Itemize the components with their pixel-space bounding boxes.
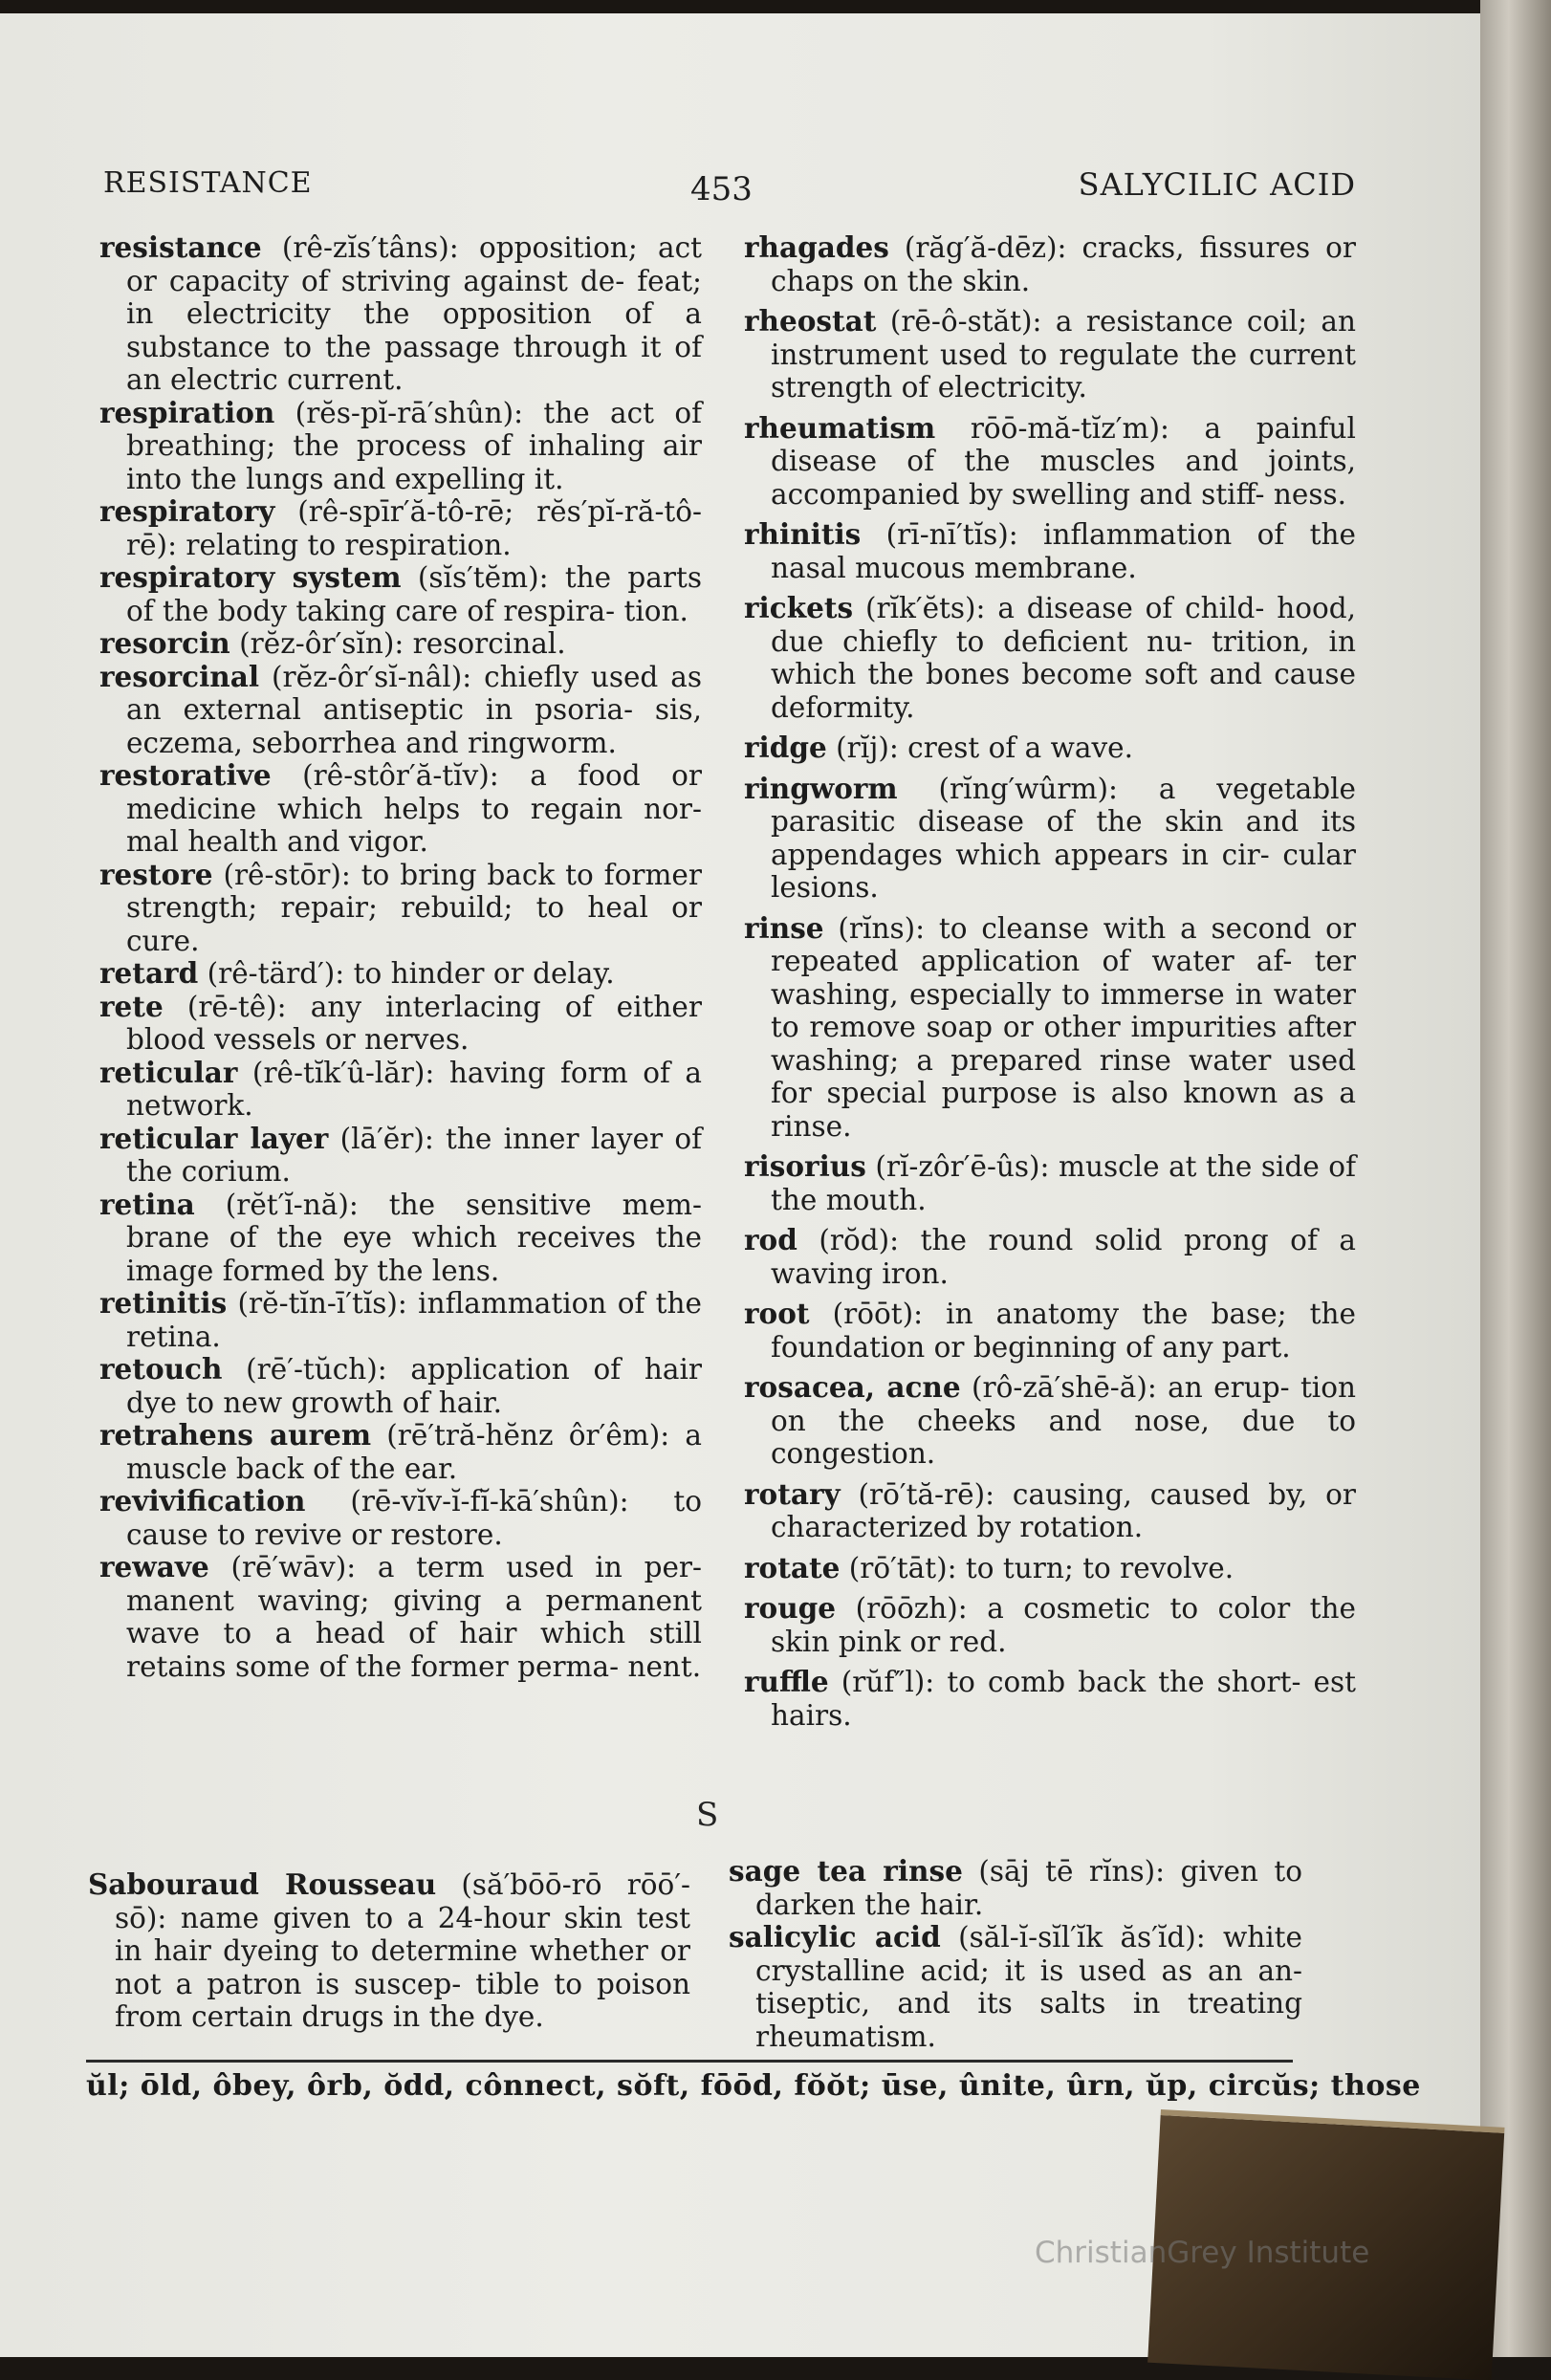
entry-definition: (rō′tă-rē): causing, caused by, or characterized by rotation. [771, 1477, 1356, 1543]
dictionary-entry [99, 759, 702, 859]
entry-definition: (rê-stôr′ă-tĭv): a food or medicine which helps to regain nor- mal health and vigor. [126, 759, 702, 858]
dictionary-entry [99, 1057, 702, 1123]
entry-definition: (rê-tärd′): to hinder or delay. [198, 957, 615, 990]
dictionary-entry [744, 412, 1356, 512]
s-left-column [88, 1868, 690, 2034]
entry-definition: (rĭng′wûrm): a vegetable parasitic disease of the skin and its appendages which appears in cir- cular lesions. [771, 772, 1356, 904]
entry-definition: (rē-tê): any interlacing of either blood vessels or nerves. [126, 990, 702, 1056]
entry-headword: retinitis [99, 1286, 228, 1320]
running-head-right: SALYCILIC ACID [1078, 166, 1356, 203]
entry-definition: (rē-vĭv-ĭ-fĭ-kā′shûn): to cause to revive or restore. [126, 1485, 702, 1551]
entry-headword: risorius [744, 1149, 866, 1183]
dictionary-entry [744, 1371, 1356, 1471]
dictionary-entry [99, 561, 702, 627]
dictionary-entry [744, 231, 1356, 297]
dictionary-page [0, 13, 1499, 2357]
entry-headword: rouge [744, 1591, 837, 1625]
entry-headword: rotary [744, 1476, 841, 1511]
entry-headword: rod [744, 1223, 797, 1256]
entry-definition: (rī-nī′tĭs): inflammation of the nasal mucous membrane. [771, 518, 1356, 584]
entry-headword: ruffle [744, 1665, 829, 1698]
entry-definition: (rĕz-ôr′sĭ-nâl): chiefly used as an external antiseptic in psoria- sis, eczema, seborrhea and ringworm. [126, 660, 702, 759]
entry-headword: rickets [744, 591, 854, 624]
dictionary-entry [99, 991, 702, 1057]
dictionary-entry [99, 957, 702, 991]
dictionary-entry [744, 912, 1356, 1144]
dictionary-entry [99, 1189, 702, 1288]
dictionary-entry [744, 731, 1356, 765]
entry-headword: retina [99, 1187, 195, 1221]
entry-headword: ridge [744, 731, 827, 764]
dictionary-entry [744, 305, 1356, 404]
entry-definition: (rô-zā′shē-ă): an erup- tion on the cheeks and nose, due to congestion. [771, 1371, 1357, 1470]
entry-headword: rete [99, 989, 164, 1023]
dictionary-entry [99, 1419, 702, 1485]
entry-headword: root [744, 1297, 810, 1330]
dictionary-entry [744, 1224, 1356, 1290]
dictionary-entry [744, 1552, 1356, 1585]
entry-definition: (lā′ĕr): the inner layer of the corium. [126, 1122, 702, 1188]
footer-rule [86, 2060, 1293, 2063]
entry-definition: (rê-stōr): to bring back to former strength; repair; rebuild; to heal or cure. [126, 858, 702, 957]
entry-definition: (rē-ô-stăt): a resistance coil; an instrument used to regulate the current strength of electricity. [771, 305, 1356, 404]
page-number: 453 [690, 170, 753, 208]
entry-headword: retard [99, 956, 199, 990]
entry-headword: revivification [99, 1484, 306, 1518]
dictionary-entry [729, 1855, 1302, 1921]
entry-headword: rheumatism [744, 410, 936, 445]
entry-definition: (rō′tāt): to turn; to revolve. [840, 1551, 1234, 1584]
dictionary-entry [99, 1123, 702, 1189]
dictionary-entry [88, 1868, 690, 2034]
dictionary-entry [744, 773, 1356, 905]
entry-definition: (sĭs′tĕm): the parts of the body taking care of respira- tion. [126, 561, 702, 627]
entry-definition: (rê-tĭk′û-lăr): having form of a network. [126, 1056, 702, 1122]
watermark: ChristianGrey Institute [1035, 2236, 1370, 2270]
entry-headword: rewave [99, 1550, 209, 1583]
entry-headword: rheostat [744, 304, 877, 338]
dictionary-entry [99, 1485, 702, 1551]
entry-definition: (rōōt): in anatomy the base; the foundation or beginning of any part. [771, 1298, 1356, 1364]
entry-definition: (rĭk′ĕts): a disease of child- hood, due chiefly to deficient nu- trition, in which the bones become soft and cause deformity. [771, 592, 1356, 724]
entry-definition: (rĭj): crest of a wave. [826, 731, 1133, 764]
entry-headword: reticular [99, 1055, 238, 1089]
dictionary-entry [744, 1478, 1356, 1544]
dictionary-entry [99, 397, 702, 496]
entry-definition: (rĕt′ĭ-nă): the sensitive mem- brane of the eye which receives the image formed by the lens. [126, 1188, 702, 1287]
dictionary-entry [99, 859, 702, 958]
entry-definition: (rŏd): the round solid prong of a waving iron. [771, 1224, 1356, 1290]
entry-definition: rōō-mă-tĭz′m): a painful disease of the muscles and joints, accompanied by swelling and stiff- ness. [771, 411, 1356, 511]
dictionary-entry [99, 1287, 702, 1353]
entry-definition: (rê-zĭs′tâns): opposition; act or capacity of striving against de- feat; in electricity the opposition of a substance to the passage through it of an electric current. [126, 231, 702, 396]
entry-headword: resistance [99, 230, 262, 264]
entry-headword: ringworm [744, 771, 898, 805]
entry-definition: (rē′wāv): a term used in per- manent waving; giving a permanent wave to a head of hair which still retains some of the former perma- nent. [126, 1551, 702, 1683]
entry-headword: salicylic acid [729, 1920, 941, 1954]
entry-definition: (rê-spīr′ă-tô-rē; rĕs′pĭ-ră-tô-rē): relating to respiration. [126, 495, 702, 561]
entry-definition: (să′bōō-rō rōō′-sō): name given to a 24-hour skin test in hair dyeing to determine whether or not a patron is suscep- tible to poison from certain drugs in the dye. [115, 1868, 690, 2033]
entry-definition: (rē′-tŭch): application of hair dye to new growth of hair. [126, 1353, 702, 1419]
entry-headword: rhagades [744, 230, 889, 264]
entry-definition: (rē′tră-hĕnz ôr′êm): a muscle back of the ear. [126, 1419, 702, 1485]
entry-headword: rinse [744, 910, 824, 945]
dictionary-entry [744, 592, 1356, 724]
pronunciation-key: ŭl; ōld, ôbey, ôrb, ŏdd, cônnect, sŏft, fōōd, fŏŏt; ūse, ûnite, ûrn, ŭp, circŭs; those [86, 2069, 1421, 2103]
entry-definition: (săl-ĭ-sĭl′ĭk ăs′ĭd): white crystalline acid; it is used as an an- tiseptic, and its salts in treating rheumatism. [755, 1921, 1302, 2053]
dictionary-entry [744, 1666, 1356, 1732]
entry-definition: (sāj tē rĭns): given to darken the hair. [755, 1855, 1302, 1921]
dictionary-entry [744, 1592, 1356, 1658]
entry-definition: (rĭ-zôr′ē-ûs): muscle at the side of the mouth. [771, 1150, 1356, 1216]
dictionary-entry [99, 231, 702, 397]
dictionary-entry [729, 1921, 1302, 2053]
entry-definition: (rŭf″l): to comb back the short- est hairs. [771, 1666, 1356, 1732]
entry-headword: retouch [99, 1352, 223, 1386]
s-right-column [729, 1855, 1302, 2053]
entry-headword: rotate [744, 1550, 841, 1584]
dictionary-entry [99, 1353, 702, 1419]
entry-headword: respiration [99, 395, 275, 429]
entry-headword: retrahens aurem [99, 1418, 372, 1452]
dictionary-entry [99, 627, 702, 661]
running-head-left: RESISTANCE [103, 166, 313, 200]
entry-definition: (rĭns): to cleanse with a second or repeated application of water af- ter washing, especially to immerse in water to remove soap or other impurities after washing; a prepared rinse water used for special purpose is also known as a rinse. [771, 911, 1356, 1143]
left-column [99, 231, 702, 1683]
entry-headword: Sabouraud Rousseau [88, 1867, 437, 1901]
entry-headword: restore [99, 857, 213, 891]
entry-headword: respiratory [99, 494, 275, 528]
dictionary-entry [744, 1150, 1356, 1216]
dictionary-entry [744, 518, 1356, 584]
dictionary-entry [744, 1298, 1356, 1364]
dictionary-entry [99, 661, 702, 760]
entry-headword: respiratory system [99, 560, 402, 594]
entry-headword: resorcin [99, 626, 230, 660]
entry-headword: restorative [99, 758, 272, 792]
section-letter: S [696, 1796, 719, 1834]
page-header [103, 166, 1356, 214]
entry-headword: rhinitis [744, 517, 862, 551]
dictionary-entry [99, 1551, 702, 1683]
entry-headword: rosacea, acne [744, 1370, 961, 1404]
entry-definition: (rĕ-tĭn-ī′tĭs): inflammation of the retina. [126, 1287, 702, 1353]
entry-headword: resorcinal [99, 659, 260, 693]
entry-definition: (rōōzh): a cosmetic to color the skin pink or red. [771, 1592, 1356, 1658]
entry-definition: (rĕs-pĭ-rā′shûn): the act of breathing; the process of inhaling air into the lungs and expelling it. [126, 396, 702, 495]
book-spine [1480, 0, 1551, 2357]
right-column [744, 231, 1356, 1739]
entry-definition: (rĕz-ôr′sĭn): resorcinal. [229, 627, 566, 660]
dictionary-entry [99, 495, 702, 561]
entry-definition: (răg′ă-dēz): cracks, fissures or chaps on the skin. [771, 231, 1356, 297]
entry-headword: reticular layer [99, 1121, 329, 1155]
entry-headword: sage tea rinse [729, 1854, 963, 1888]
